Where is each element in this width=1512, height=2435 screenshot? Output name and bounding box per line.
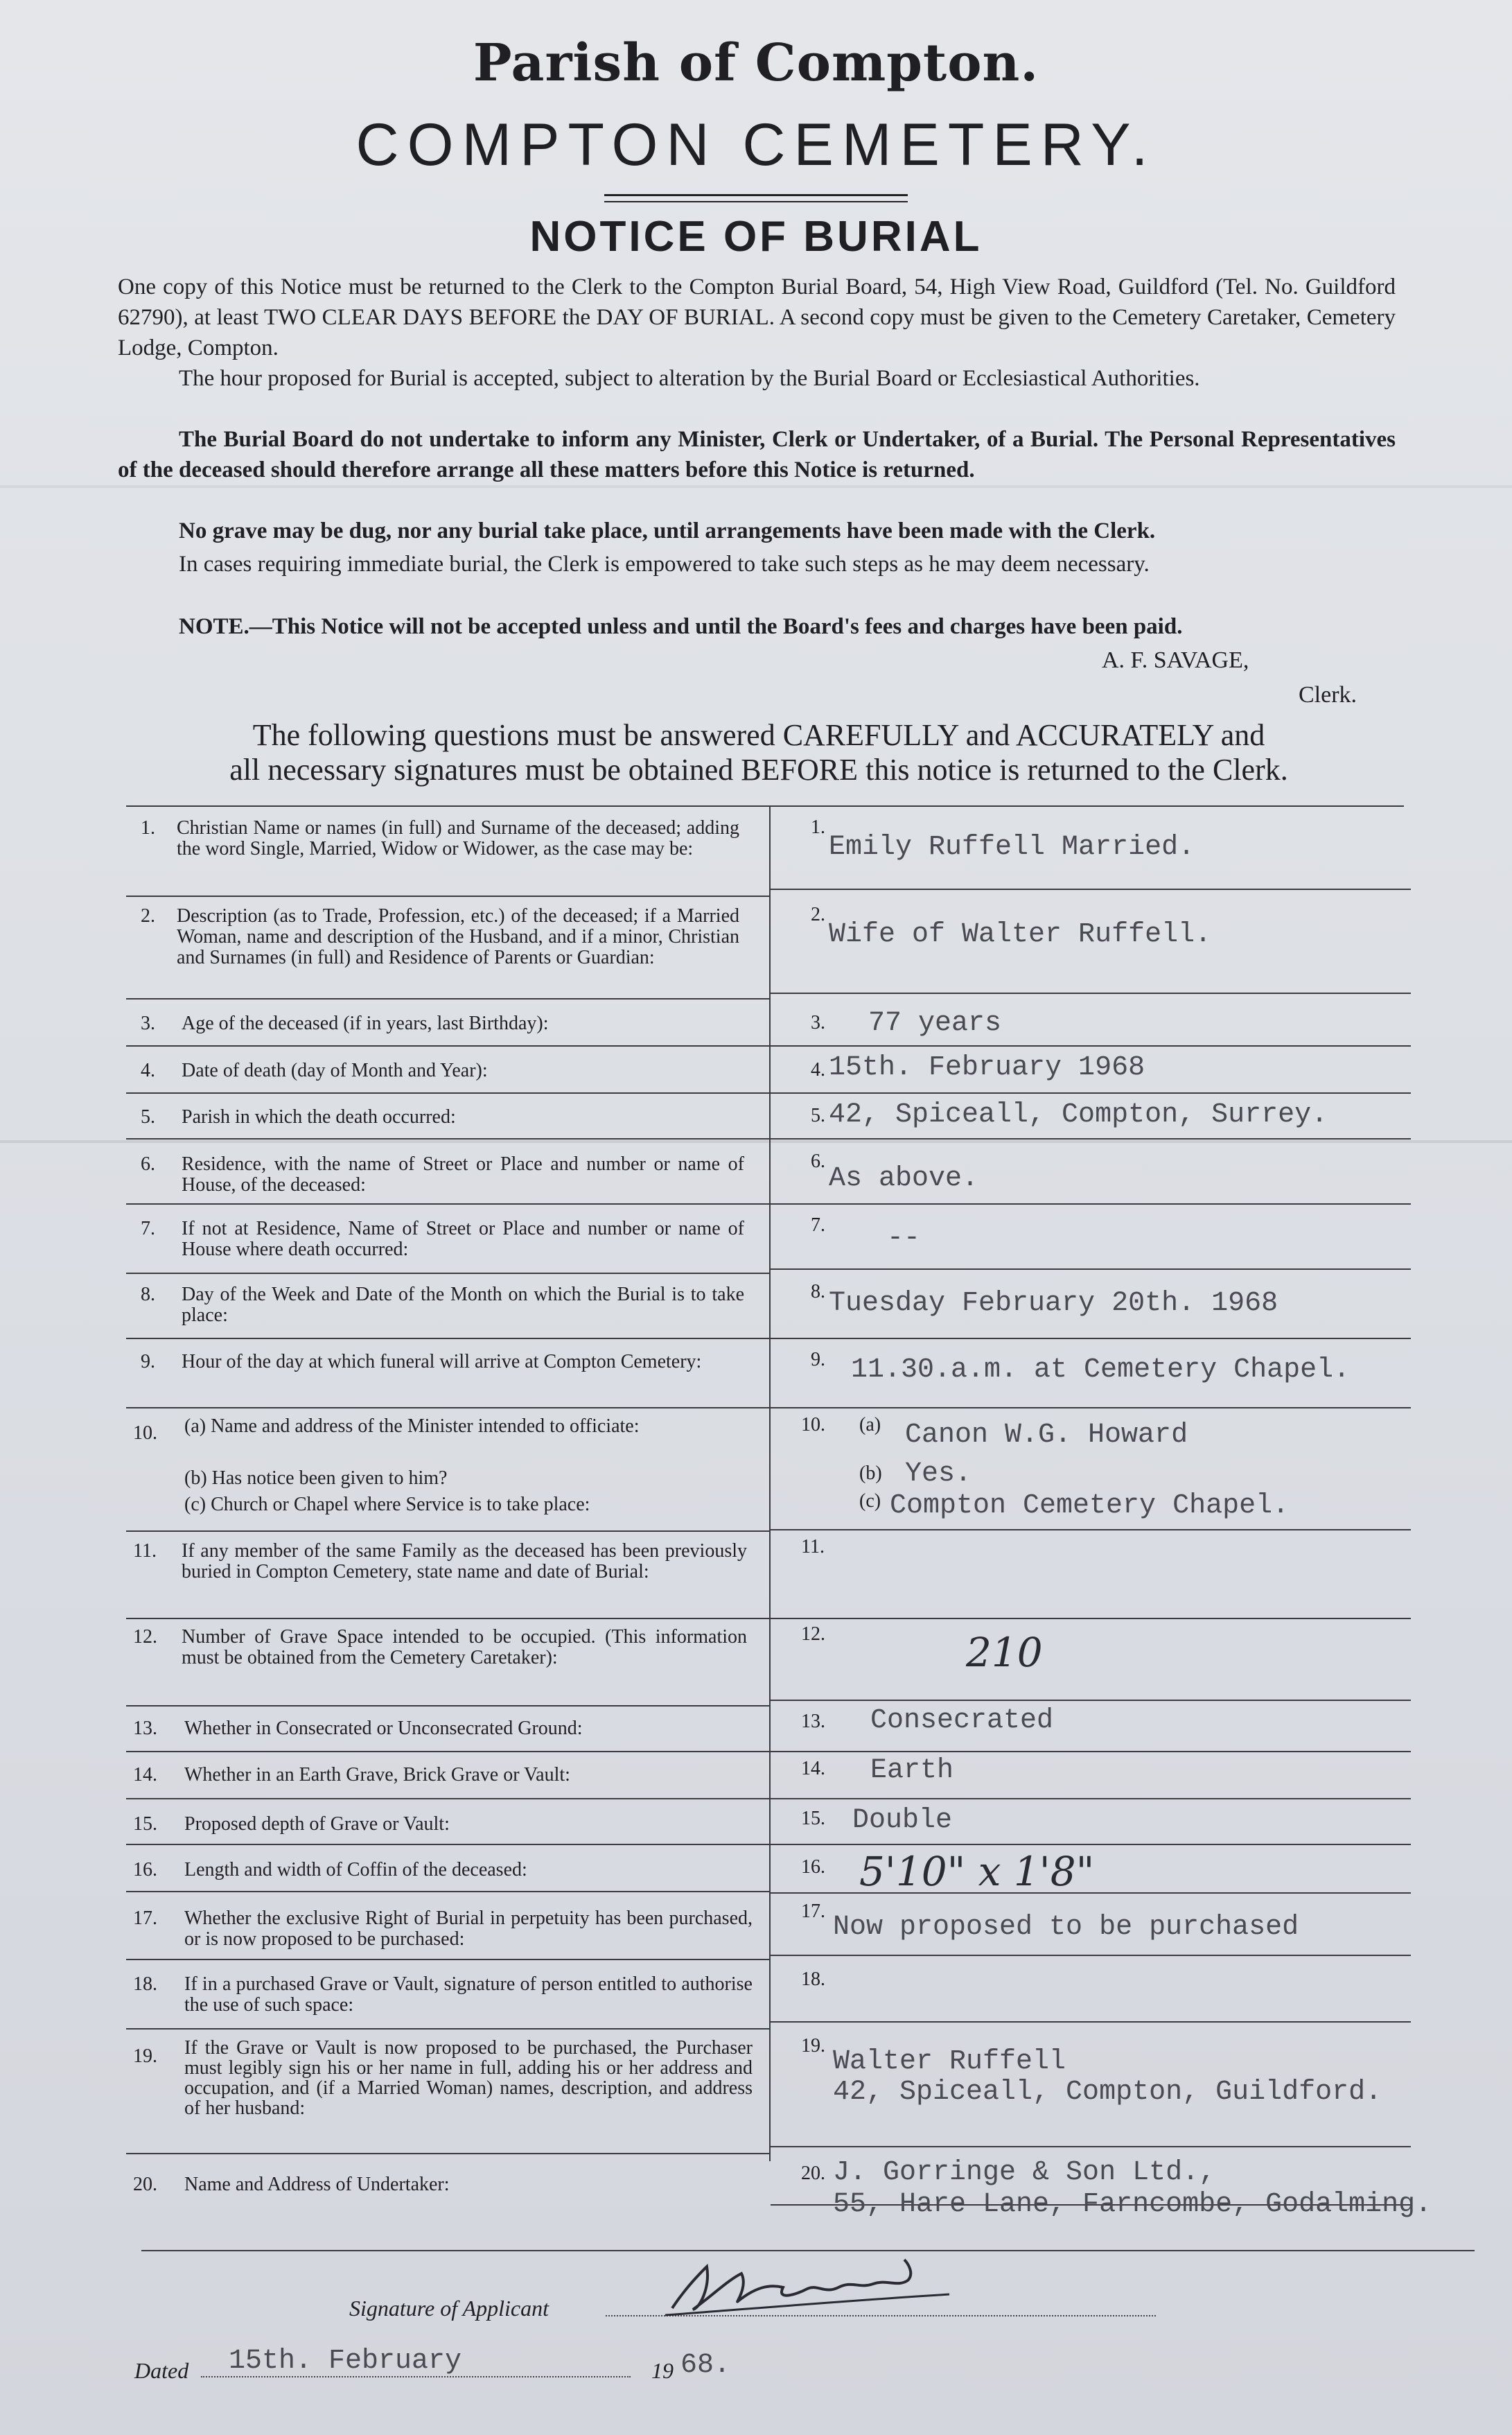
paper-fold	[0, 485, 1512, 488]
signature-label: Signature of Applicant	[349, 2296, 549, 2321]
instruction-paragraph: The hour proposed for Burial is accepted, subject to alteration by the Burial Board or Ecclesiastical Authorities.	[179, 366, 1200, 391]
title-divider	[604, 201, 908, 202]
row-rule	[126, 1138, 769, 1140]
clerk-name: A. F. SAVAGE,	[1102, 647, 1249, 673]
row-rule	[126, 1891, 769, 1892]
row-rule	[771, 993, 1411, 994]
row-rule	[126, 1844, 769, 1845]
row-rule	[771, 1844, 1411, 1845]
row-rule	[771, 1700, 1411, 1701]
row-rule	[771, 1338, 1411, 1339]
row-rule	[771, 1529, 1411, 1530]
notice-heading: NOTICE OF BURIAL	[529, 213, 983, 261]
row-rule	[771, 1092, 1411, 1094]
year-suffix: 68.	[680, 2350, 731, 2381]
intro-text	[125, 718, 1393, 787]
instruction-paragraph: NOTE.—This Notice will not be accepted unless and until the Board's fees and charges have been paid.	[179, 614, 1183, 639]
row-rule	[126, 2028, 769, 2030]
applicant-signature	[658, 2246, 970, 2322]
intro-line: The following questions must be answered CAREFULLY and ACCURATELY and	[252, 718, 1265, 752]
instruction-paragraph: No grave may be dug, nor any burial take place, until arrangements have been made with the Clerk.	[179, 518, 1156, 543]
row-rule	[126, 998, 769, 1000]
row-rule	[771, 2146, 1411, 2147]
row-rule	[126, 1751, 769, 1752]
dated-label: Dated	[134, 2358, 189, 2383]
dated-value: 15th. February	[229, 2346, 462, 2377]
title-divider	[604, 194, 908, 196]
row-rule	[771, 1203, 1411, 1205]
row-rule	[771, 1955, 1411, 1956]
instruction-paragraph: One copy of this Notice must be returned to the Clerk to the Compton Burial Board, 54, High View Road, Guildford (Tel. No. Guildford 62790), at least TWO CLEAR DAYS BEFORE the DAY OF BURIAL. A second copy must be given to the Cemetery Caretaker, Cemetery Lodge, Compton.	[118, 274, 1396, 360]
column-divider	[769, 805, 771, 2161]
row-rule	[771, 889, 1411, 890]
row-rule	[126, 1203, 769, 1205]
row-rule	[771, 1618, 1411, 1619]
row-rule	[126, 1705, 769, 1707]
intro-line: all necessary signatures must be obtained BEFORE this notice is returned to the Clerk.	[229, 753, 1288, 787]
row-rule	[126, 896, 769, 897]
row-rule	[126, 1045, 769, 1047]
instruction-paragraph: The Burial Board do not undertake to inform any Minister, Clerk or Undertaker, of a Burial. The Personal Representatives of the deceased should therefore arrange all these matters before this Notice is returned.	[118, 427, 1396, 482]
parish-title: Parish of Compton.	[473, 33, 1039, 93]
table-top-rule	[126, 805, 1404, 807]
row-rule	[771, 1045, 1411, 1047]
burial-notice-form: Parish of Compton. COMPTON CEMETERY. NOTICE OF BURIAL One copy of this Notice must be returned to the Clerk to the Compton Burial Board, 54, High View Road, Guildford (Tel. No. Guildford 62790), at least TWO CLEAR DAYS BEFORE the DAY OF BURIAL. A second copy must be given to the Cemetery Caretaker, Cemetery Lodge, Compton. The hour proposed for Burial is accepted, subject to alteration by the Burial Board or Ecclesiastical Authorities. The Burial Board do not undertake to inform any Minister, Clerk or Undertaker, of a Burial. The Personal Representatives of the deceased should therefore arrange all these matters before this Notice is returned. No grave may be dug, nor any burial take place, until arrangements have been made with the Clerk. In cases requiring immediate burial, the Clerk is empowered to take such steps as he may deem necessary. NOTE.—This Notice will not be accepted unless and until the Board's fees and charges have been paid. A. F. SAVAGE, Clerk. The following questions must be answered CAREFULLY and ACCURATELY and all necessary signatures must be obtained BEFORE this notice is returned to the Clerk. 1. Christian Name or names (in full) and Surname of the deceased; adding the word Single, Married, Widow or Widower, as the case may be: 2. Description (as to Trade, Profession, etc.) of the deceased; if a Married Woman, name and description of the Husband, and if a minor, Christian and Surnames (in full) and Residence of Parents or Guardian: 3. Age of the deceased (if in years, last Birthday): 4. Date of death (day of Month and Year): 5. Parish in which the death occurred: 6. Residence, with the name of Street or Place and number or name of House, of the deceased: 7. If not at Residence, Name of Street or Place and number or name of House where death occurred: 8. Day of the Week and Date of the Month on which the Burial is to take place: 9. Hour of the day at which funeral will arrive at Compton Cemetery: 10. (a) Name and address of the Minister intended to officiate: (b) Has notice been given to him? (c) Church or Chapel where Service is to take place: 11. If any member of the same Family as the deceased has been previously buried in Compton Cemetery, state name and date of Burial: 12. Number of Grave Space intended to be occupied. (This information must be obtained from the Cemetery Caretaker): 13. Whether in Consecrated or Unconsecrated Ground: 14. Whether in an Earth Grave, Brick Grave or Vault: 15. Proposed depth of Grave or Vault: 16. Length and width of Coffin of the deceased: 17. Whether the exclusive Right of Burial in perpetuity has been purchased, or is now proposed to be purchased: 18. If in a purchased Grave or Vault, signature of person entitled to authorise the use of such space: 19. If the Grave or Vault is now proposed to be purchased, the Purchaser must legibly sign his or her name in full, adding his or her address and occupation, and (if a Married Woman) names, description, and address of her husband: 20. Name and Address of Undertaker: 1. Emily Ruffell Married. 2. Wife of Walter Ruffell. 3. 77 years 4. 15th. February 1968 5. 42, Spiceall, Compton, Surrey. 6. As above. 7. -- 8. Tuesday February 20th. 1968 9. 11.30.a.m. at Cemetery Chapel. 10. (a) Canon W.G. Howard (b) Yes. (c) Compton Cemetery Chapel. 11. 12. 210 13. Consecrated 14. Earth 15. Double 16. 5'10" x 1'8" 17. Now proposed to be purchased 18. 19. Walter Ruffell 42, Spiceall, Compton, Guildford. 20. J. Gorringe & Son Ltd., 55, Hare Lane, Farncombe, Godalming. Signature of Applicant Dated 15th. February 19 68.	[0, 0, 1512, 2435]
row-rule	[771, 1407, 1411, 1408]
row-rule	[771, 1268, 1411, 1270]
year-prefix: 19	[651, 2358, 674, 2383]
instruction-paragraph: In cases requiring immediate burial, the Clerk is empowered to take such steps as he may deem necessary.	[179, 552, 1150, 577]
row-rule	[126, 1959, 769, 1960]
row-rule	[126, 1618, 769, 1619]
row-rule	[771, 1751, 1411, 1752]
row-rule	[126, 1092, 769, 1094]
row-rule	[126, 1273, 769, 1274]
row-rule	[771, 1138, 1411, 1140]
row-rule	[126, 1407, 769, 1408]
row-rule	[126, 1530, 769, 1532]
row-rule	[126, 2153, 769, 2154]
clerk-title: Clerk.	[1299, 682, 1357, 708]
row-rule	[126, 1338, 769, 1339]
cemetery-title: COMPTON CEMETERY.	[355, 112, 1157, 178]
paper-fold	[0, 1140, 1512, 1143]
row-rule	[771, 1798, 1411, 1799]
row-rule	[771, 2021, 1411, 2023]
row-rule	[126, 1798, 769, 1799]
